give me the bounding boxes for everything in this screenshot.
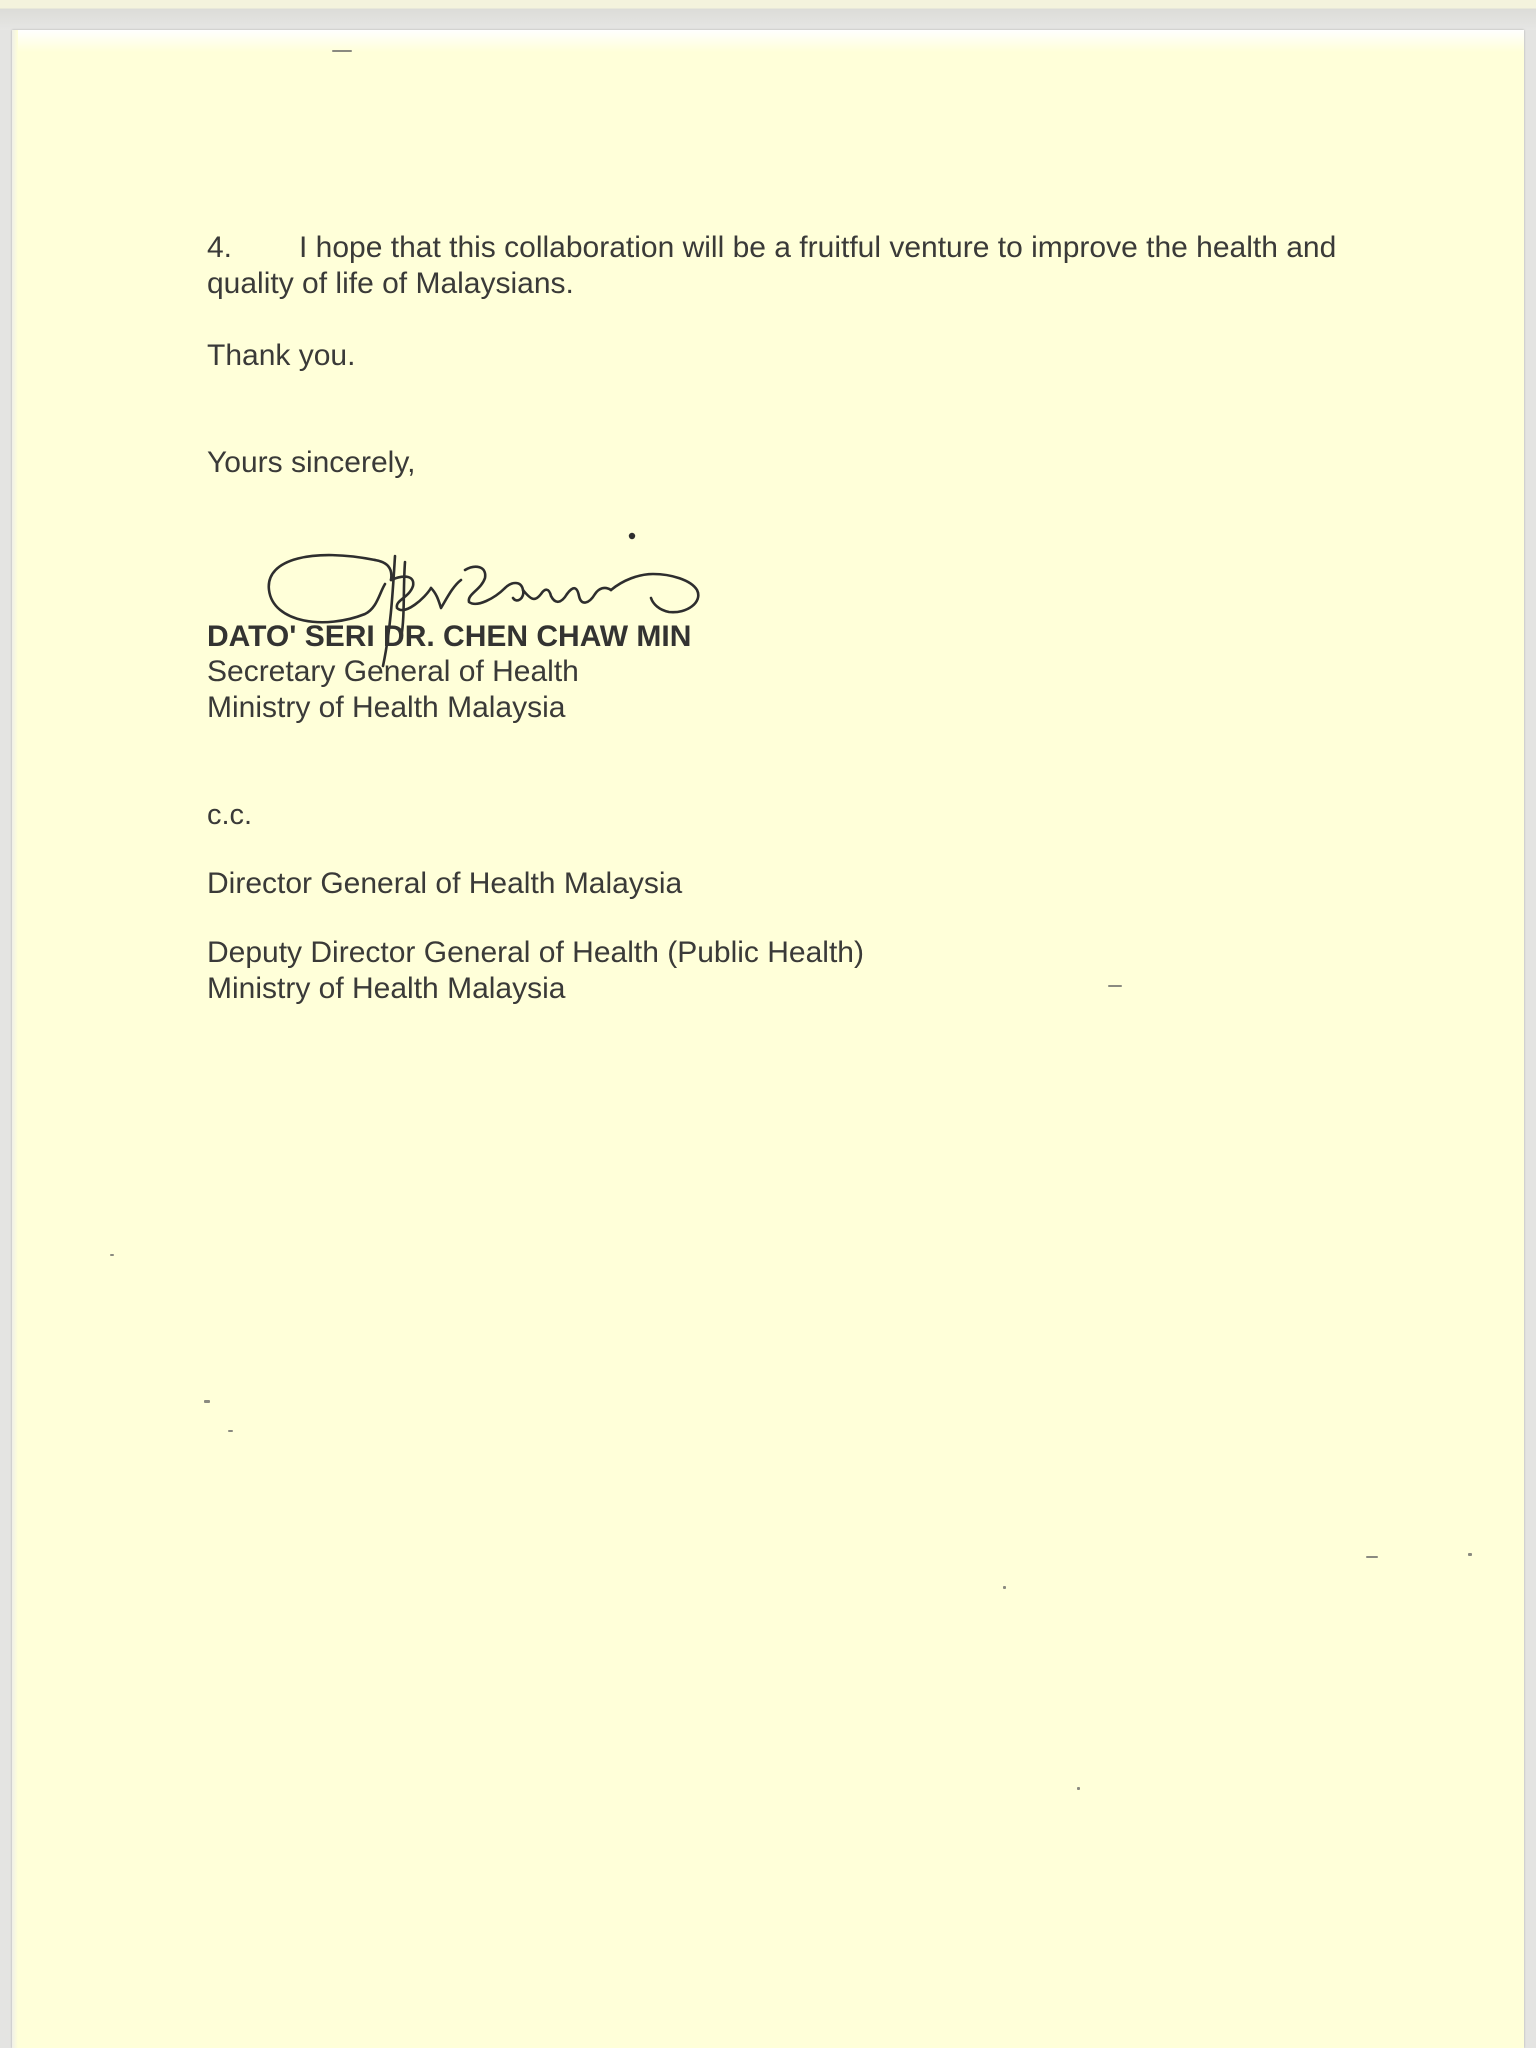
cc-label: c.c.	[207, 799, 253, 831]
paragraph-4	[207, 230, 1367, 302]
scan-speck	[332, 50, 352, 52]
scan-speck	[110, 1254, 114, 1256]
scan-speck	[1003, 1586, 1006, 1589]
viewer-top-band	[0, 0, 1536, 30]
closing-line: Yours sincerely,	[207, 446, 416, 479]
scan-speck	[204, 1400, 210, 1403]
cc-recipient-2-line-1: Deputy Director General of Health (Public Health)	[207, 936, 864, 969]
scan-speck	[1108, 985, 1122, 987]
paragraph-number: 4.	[207, 231, 233, 264]
cc-recipient-2-line-2: Ministry of Health Malaysia	[207, 972, 566, 1005]
scan-speck	[228, 1430, 233, 1432]
document-page	[12, 30, 1524, 2048]
page-top-edge	[12, 30, 1524, 52]
paragraph-line-2: quality of life of Malaysians.	[207, 267, 574, 300]
thanks-line: Thank you.	[207, 339, 356, 372]
signatory-name: DATO' SERI DR. CHEN CHAW MIN	[207, 620, 692, 653]
page-left-edge	[12, 30, 18, 2048]
cc-recipient-1: Director General of Health Malaysia	[207, 867, 683, 900]
signatory-title: Secretary General of Health	[207, 655, 579, 688]
paragraph-line-1: I hope that this collaboration will be a fruitful venture to improve the health and	[299, 231, 1337, 264]
scan-speck	[1468, 1553, 1472, 1556]
scan-speck	[1077, 1787, 1080, 1790]
scan-speck	[1366, 1556, 1378, 1558]
signatory-organisation: Ministry of Health Malaysia	[207, 691, 566, 724]
